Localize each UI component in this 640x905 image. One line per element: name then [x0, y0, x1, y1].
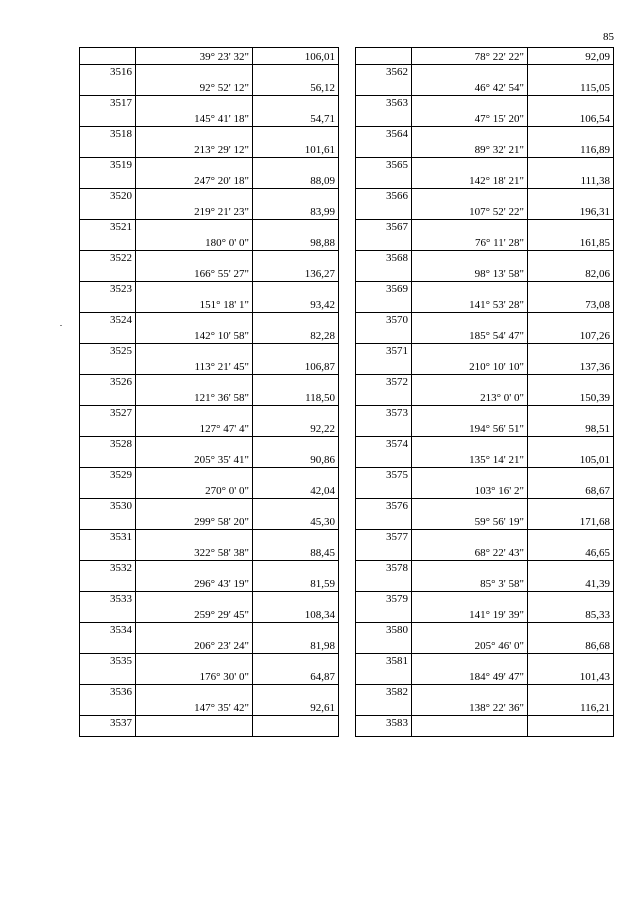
point-cell: 3575: [386, 469, 408, 481]
point-row-line: [356, 281, 411, 282]
point-row-line: [80, 622, 135, 623]
segment-row-line: [411, 343, 613, 344]
segment-row-line: [135, 405, 338, 406]
segment-row-line: [135, 281, 338, 282]
table-left: [79, 47, 339, 737]
distance-cell: 118,50: [305, 392, 335, 404]
point-cell: 3576: [386, 500, 408, 512]
angle-cell: 145° 41' 18": [194, 113, 249, 125]
segment-row-line: [411, 95, 613, 96]
point-cell: 3528: [110, 438, 132, 450]
angle-cell: 98° 13' 58": [474, 268, 524, 280]
point-cell: 3522: [110, 252, 132, 264]
point-row-line: [80, 436, 135, 437]
angle-cell: 180° 0' 0": [205, 237, 249, 249]
point-cell: 3563: [386, 97, 408, 109]
point-row-line: [80, 95, 135, 96]
column-divider-1: [411, 48, 412, 736]
angle-cell: 46° 42' 54": [474, 82, 524, 94]
scan-mark: [60, 325, 62, 326]
distance-cell: 81,59: [310, 578, 335, 590]
segment-row-line: [135, 250, 338, 251]
segment-row-line: [135, 157, 338, 158]
distance-cell: 93,42: [310, 299, 335, 311]
column-divider-2: [527, 48, 528, 736]
point-cell: 3565: [386, 159, 408, 171]
point-cell: 3569: [386, 283, 408, 295]
segment-row-line: [411, 653, 613, 654]
segment-row-line: [411, 188, 613, 189]
point-cell: 3570: [386, 314, 408, 326]
distance-cell: 105,01: [579, 454, 610, 466]
distance-cell: 171,68: [579, 516, 610, 528]
table-right: [355, 47, 614, 737]
point-cell: 3525: [110, 345, 132, 357]
point-cell: 3564: [386, 128, 408, 140]
distance-cell: 106,01: [304, 51, 335, 63]
distance-cell: 42,04: [310, 485, 335, 497]
segment-row-line: [135, 653, 338, 654]
angle-cell: 194° 56' 51": [469, 423, 524, 435]
segment-row-line: [411, 591, 613, 592]
distance-cell: 46,65: [585, 547, 610, 559]
point-cell: 3562: [386, 66, 408, 78]
angle-cell: 92° 52' 12": [199, 82, 249, 94]
segment-row-line: [135, 95, 338, 96]
angle-cell: 103° 16' 2": [474, 485, 524, 497]
distance-cell: 73,08: [585, 299, 610, 311]
angle-cell: 121° 36' 58": [194, 392, 249, 404]
point-row-line: [356, 591, 411, 592]
point-cell: 3532: [110, 562, 132, 574]
point-row-line: [356, 467, 411, 468]
point-row-line: [356, 250, 411, 251]
point-cell: 3572: [386, 376, 408, 388]
point-row-line: [80, 560, 135, 561]
point-row-line: [356, 219, 411, 220]
point-row-line: [80, 653, 135, 654]
point-row-line: [356, 374, 411, 375]
point-cell: 3566: [386, 190, 408, 202]
angle-cell: 210° 10' 10": [469, 361, 524, 373]
segment-row-line: [411, 64, 613, 65]
point-cell: 3535: [110, 655, 132, 667]
angle-cell: 299° 58' 20": [194, 516, 249, 528]
angle-cell: 205° 35' 41": [194, 454, 249, 466]
point-cell: 3534: [110, 624, 132, 636]
distance-cell: 115,05: [580, 82, 610, 94]
segment-row-line: [411, 405, 613, 406]
segment-row-line: [135, 64, 338, 65]
point-cell: 3519: [110, 159, 132, 171]
point-row-line: [80, 467, 135, 468]
distance-cell: 106,87: [304, 361, 335, 373]
distance-cell: 82,06: [585, 268, 610, 280]
point-row-line: [356, 312, 411, 313]
distance-cell: 41,39: [585, 578, 610, 590]
point-row-line: [80, 715, 135, 716]
angle-cell: 141° 53' 28": [469, 299, 524, 311]
point-cell: 3523: [110, 283, 132, 295]
distance-cell: 82,28: [310, 330, 335, 342]
segment-row-line: [411, 250, 613, 251]
distance-cell: 83,99: [310, 206, 335, 218]
distance-cell: 92,22: [310, 423, 335, 435]
angle-cell: 76° 11' 28": [475, 237, 524, 249]
point-row-line: [80, 64, 135, 65]
angle-cell: 322° 58' 38": [194, 547, 249, 559]
distance-cell: 108,34: [304, 609, 335, 621]
point-row-line: [80, 281, 135, 282]
point-cell: 3583: [386, 717, 408, 729]
segment-row-line: [411, 529, 613, 530]
distance-cell: 56,12: [310, 82, 335, 94]
segment-row-line: [411, 467, 613, 468]
point-row-line: [80, 374, 135, 375]
segment-row-line: [135, 684, 338, 685]
segment-row-line: [135, 560, 338, 561]
segment-row-line: [411, 126, 613, 127]
column-divider-1: [135, 48, 136, 736]
segment-row-line: [411, 498, 613, 499]
segment-row-line: [135, 343, 338, 344]
point-cell: 3520: [110, 190, 132, 202]
point-cell: 3533: [110, 593, 132, 605]
point-row-line: [356, 560, 411, 561]
point-cell: 3573: [386, 407, 408, 419]
segment-row-line: [411, 560, 613, 561]
segment-row-line: [135, 529, 338, 530]
angle-cell: 107° 52' 22": [469, 206, 524, 218]
distance-cell: 101,61: [304, 144, 335, 156]
point-cell: 3521: [110, 221, 132, 233]
point-row-line: [356, 95, 411, 96]
point-row-line: [356, 64, 411, 65]
angle-cell: 206° 23' 24": [194, 640, 249, 652]
angle-cell: 89° 32' 21": [474, 144, 524, 156]
distance-cell: 45,30: [310, 516, 335, 528]
point-row-line: [356, 622, 411, 623]
point-row-line: [356, 498, 411, 499]
segment-row-line: [411, 715, 613, 716]
segment-row-line: [411, 312, 613, 313]
angle-cell: 113° 21' 45": [194, 361, 249, 373]
point-cell: 3527: [110, 407, 132, 419]
point-row-line: [80, 157, 135, 158]
angle-cell: 85° 3' 58": [480, 578, 524, 590]
angle-cell: 213° 0' 0": [480, 392, 524, 404]
angle-cell: 59° 56' 19": [474, 516, 524, 528]
angle-cell: 219° 21' 23": [194, 206, 249, 218]
segment-row-line: [135, 219, 338, 220]
segment-row-line: [135, 467, 338, 468]
point-cell: 3530: [110, 500, 132, 512]
angle-cell: 68° 22' 43": [474, 547, 524, 559]
segment-row-line: [411, 281, 613, 282]
point-row-line: [80, 684, 135, 685]
angle-cell: 127° 47' 4": [199, 423, 249, 435]
angle-cell: 184° 49' 47": [469, 671, 524, 683]
angle-cell: 147° 35' 42": [194, 702, 249, 714]
point-cell: 3516: [110, 66, 132, 78]
segment-row-line: [135, 436, 338, 437]
angle-cell: 270° 0' 0": [205, 485, 249, 497]
distance-cell: 54,71: [310, 113, 335, 125]
distance-cell: 68,67: [585, 485, 610, 497]
distance-cell: 106,54: [579, 113, 610, 125]
segment-row-line: [411, 157, 613, 158]
angle-cell: 142° 10' 58": [194, 330, 249, 342]
distance-cell: 136,27: [304, 268, 335, 280]
point-row-line: [80, 343, 135, 344]
distance-cell: 196,31: [579, 206, 610, 218]
angle-cell: 47° 15' 20": [474, 113, 524, 125]
point-cell: 3524: [110, 314, 132, 326]
distance-cell: 150,39: [579, 392, 610, 404]
point-row-line: [356, 715, 411, 716]
point-cell: 3578: [386, 562, 408, 574]
angle-cell: 142° 18' 21": [469, 175, 524, 187]
point-cell: 3567: [386, 221, 408, 233]
segment-row-line: [411, 374, 613, 375]
point-row-line: [80, 405, 135, 406]
angle-cell: 138° 22' 36": [469, 702, 524, 714]
segment-row-line: [411, 622, 613, 623]
distance-cell: 111,38: [580, 175, 610, 187]
point-cell: 3529: [110, 469, 132, 481]
angle-cell: 166° 55' 27": [194, 268, 249, 280]
point-cell: 3517: [110, 97, 132, 109]
point-cell: 3526: [110, 376, 132, 388]
point-cell: 3577: [386, 531, 408, 543]
segment-row-line: [135, 622, 338, 623]
point-row-line: [80, 591, 135, 592]
distance-cell: 88,45: [310, 547, 335, 559]
distance-cell: 101,43: [579, 671, 610, 683]
point-cell: 3582: [386, 686, 408, 698]
distance-cell: 161,85: [579, 237, 610, 249]
point-cell: 3580: [386, 624, 408, 636]
angle-cell: 151° 18' 1": [199, 299, 249, 311]
segment-row-line: [135, 312, 338, 313]
distance-cell: 98,51: [585, 423, 610, 435]
distance-cell: 116,89: [580, 144, 610, 156]
distance-cell: 137,36: [579, 361, 610, 373]
segment-row-line: [135, 591, 338, 592]
angle-cell: 296° 43' 19": [194, 578, 249, 590]
point-row-line: [356, 157, 411, 158]
point-cell: 3574: [386, 438, 408, 450]
distance-cell: 90,86: [310, 454, 335, 466]
segment-row-line: [135, 498, 338, 499]
distance-cell: 107,26: [579, 330, 610, 342]
point-row-line: [356, 653, 411, 654]
point-row-line: [80, 312, 135, 313]
point-row-line: [80, 529, 135, 530]
point-row-line: [356, 405, 411, 406]
point-row-line: [356, 684, 411, 685]
point-row-line: [80, 126, 135, 127]
angle-cell: 205° 46' 0": [474, 640, 524, 652]
distance-cell: 92,09: [585, 51, 610, 63]
point-cell: 3531: [110, 531, 132, 543]
segment-row-line: [135, 374, 338, 375]
segment-row-line: [411, 436, 613, 437]
angle-cell: 185° 54' 47": [469, 330, 524, 342]
distance-cell: 92,61: [310, 702, 335, 714]
distance-cell: 98,88: [310, 237, 335, 249]
segment-row-line: [411, 684, 613, 685]
point-row-line: [80, 188, 135, 189]
page-number: 85: [603, 31, 614, 43]
segment-row-line: [135, 188, 338, 189]
point-cell: 3568: [386, 252, 408, 264]
point-row-line: [356, 436, 411, 437]
point-cell: 3579: [386, 593, 408, 605]
point-row-line: [80, 250, 135, 251]
point-row-line: [356, 126, 411, 127]
distance-cell: 85,33: [585, 609, 610, 621]
point-row-line: [80, 498, 135, 499]
point-row-line: [356, 343, 411, 344]
segment-row-line: [135, 126, 338, 127]
point-row-line: [356, 529, 411, 530]
angle-cell: 247° 20' 18": [194, 175, 249, 187]
point-cell: 3536: [110, 686, 132, 698]
distance-cell: 81,98: [310, 640, 335, 652]
point-cell: 3537: [110, 717, 132, 729]
angle-cell: 176° 30' 0": [199, 671, 249, 683]
angle-cell: 213° 29' 12": [194, 144, 249, 156]
distance-cell: 88,09: [310, 175, 335, 187]
distance-cell: 86,68: [585, 640, 610, 652]
distance-cell: 116,21: [580, 702, 610, 714]
point-row-line: [356, 188, 411, 189]
distance-cell: 64,87: [310, 671, 335, 683]
angle-cell: 141° 19' 39": [469, 609, 524, 621]
point-cell: 3518: [110, 128, 132, 140]
angle-cell: 78° 22' 22": [474, 51, 524, 63]
column-divider-2: [252, 48, 253, 736]
point-cell: 3571: [386, 345, 408, 357]
angle-cell: 259° 29' 45": [194, 609, 249, 621]
point-row-line: [80, 219, 135, 220]
angle-cell: 39° 23' 32": [199, 51, 249, 63]
segment-row-line: [411, 219, 613, 220]
point-cell: 3581: [386, 655, 408, 667]
angle-cell: 135° 14' 21": [469, 454, 524, 466]
segment-row-line: [135, 715, 338, 716]
